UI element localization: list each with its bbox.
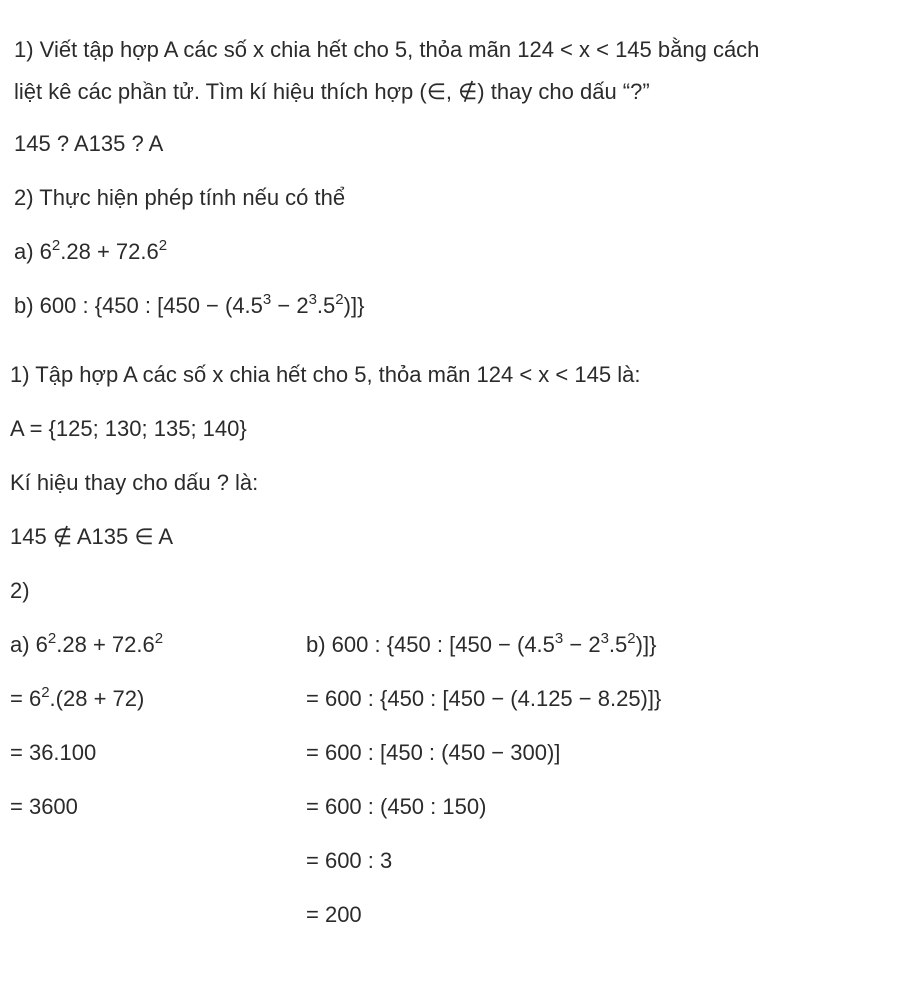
answer-col-a-row1-sup-2: 2 (154, 630, 164, 647)
answer-col-b-row1-sup-1: 3 (554, 630, 564, 647)
answer-col-b-row4: = 600 : (450 : 150) (306, 794, 487, 819)
answer-col-a-row1-sup-1: 2 (47, 630, 57, 647)
answer-line3: Kí hiệu thay cho dấu ? là: (10, 470, 259, 495)
answer-col-a-row1-text-1: a) 6 (10, 632, 48, 657)
question-part2-title: 2) Thực hiện phép tính nếu có thể (14, 185, 346, 210)
answer-col-a-row2-text-2: .(28 + 72) (49, 686, 145, 711)
question-part2b-sup-2: 3 (308, 291, 317, 308)
answer-col-b-row1-sup-2: 3 (600, 630, 609, 647)
answer-col-b-row1-text-2: − 2 (563, 632, 601, 657)
answer-col-b-row3: = 600 : [450 : (450 − 300)] (306, 740, 561, 765)
question-part2b-sup-3: 2 (335, 291, 344, 308)
question-part2a-sup-1: 2 (51, 237, 61, 254)
question-part2a-text-2: .28 + 72.6 (60, 239, 159, 264)
answer-col-b-row2: = 600 : {450 : [450 − (4.125 − 8.25)]} (306, 686, 662, 711)
answer-col-a-row3: = 36.100 (10, 740, 97, 765)
answer-col-a-row1-text-2: .28 + 72.6 (56, 632, 155, 657)
question-part2b-text-4: )]} (343, 293, 365, 318)
question-part2b-text-3: .5 (316, 293, 336, 318)
answer-line1: 1) Tập hợp A các số x chia hết cho 5, thỏa mãn 124 < x < 145 là: (10, 362, 641, 387)
question-part2b-text-2: − 2 (271, 293, 309, 318)
question-part2a-text-1: a) 6 (14, 239, 52, 264)
answer-line5: 2) (10, 578, 30, 603)
question-part1-line2: liệt kê các phần tử. Tìm kí hiệu thích hợp (∈, ∉) thay cho dấu “?” (14, 79, 650, 104)
answer-col-a-row2-sup-1: 2 (41, 684, 50, 701)
question-part1-line3: 145 ? A135 ? A (14, 131, 164, 156)
answer-line2: A = {125; 130; 135; 140} (10, 416, 247, 441)
answer-col-a-row2 (10, 684, 144, 717)
answer-col-a-row1 (10, 630, 163, 663)
question-part1-line1: 1) Viết tập hợp A các số x chia hết cho 5, thỏa mãn 124 < x < 145 bằng cách (14, 37, 760, 62)
answer-col-b-row1-text-1: b) 600 : {450 : [450 − (4.5 (306, 632, 555, 657)
answer-col-b-row1-text-4: )]} (635, 632, 657, 657)
answer-col-b-row1-sup-3: 2 (627, 630, 636, 647)
answer-line4: 145 ∉ A135 ∈ A (10, 524, 174, 549)
answer-col-a-row4: = 3600 (10, 794, 78, 819)
answer-col-a-row2-text-1: = 6 (10, 686, 42, 711)
answer-col-b-row1-text-3: .5 (608, 632, 628, 657)
question-part2a (14, 237, 167, 270)
answer-col-b-row1 (306, 630, 656, 663)
question-part2a-sup-2: 2 (158, 237, 168, 254)
question-part2b-text-1: b) 600 : {450 : [450 − (4.5 (14, 293, 263, 318)
question-part2b-sup-1: 3 (262, 291, 272, 308)
answer-col-b-row6: = 200 (306, 902, 362, 927)
question-part2b (14, 291, 364, 324)
answer-col-b-row5: = 600 : 3 (306, 848, 393, 873)
